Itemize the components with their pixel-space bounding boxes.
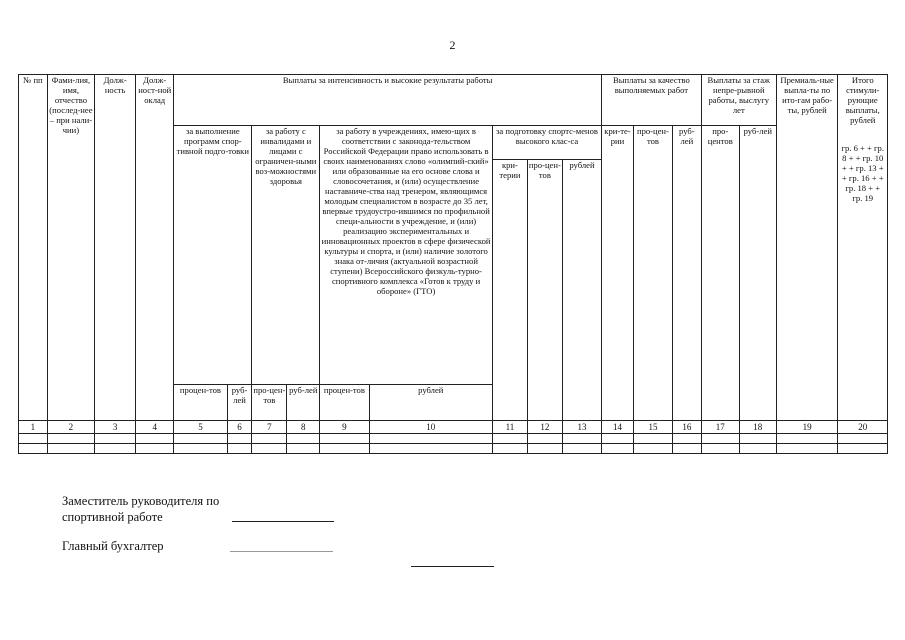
header-olympic-rubles: рублей xyxy=(369,385,492,421)
accountant-signature-line xyxy=(230,551,333,552)
header-total-label: Итого стимули-рующие выплаты, рублей xyxy=(845,75,880,125)
col-num: 18 xyxy=(739,421,776,434)
empty-cell xyxy=(739,444,776,454)
header-programs-rubles: руб-лей xyxy=(227,385,252,421)
col-num: 1 xyxy=(19,421,48,434)
header-position: Долж-ность xyxy=(95,75,136,421)
header-high-class: за подготовку спортс-менов высокого клас-са xyxy=(492,126,601,160)
col-num: 7 xyxy=(252,421,287,434)
empty-cell xyxy=(602,444,634,454)
empty-cell xyxy=(672,444,701,454)
empty-cell xyxy=(739,434,776,444)
empty-cell xyxy=(320,434,369,444)
header-seniority-rubles: руб-лей xyxy=(739,126,776,421)
header-seniority: Выплаты за стаж непре-рывной работы, выслугу лет xyxy=(701,75,776,126)
header-quality-rubles: руб-лей xyxy=(672,126,701,421)
empty-cell xyxy=(287,444,320,454)
empty-cell xyxy=(492,434,527,444)
column-number-row xyxy=(19,421,888,434)
col-num: 5 xyxy=(174,421,227,434)
empty-cell xyxy=(174,444,227,454)
empty-cell xyxy=(527,444,562,454)
header-high-class-criteria: кри-терии xyxy=(492,160,527,421)
empty-cell xyxy=(19,434,48,444)
col-num: 16 xyxy=(672,421,701,434)
col-num: 4 xyxy=(136,421,174,434)
header-salary: Долж-ност-ной оклад xyxy=(136,75,174,421)
page-number: 2 xyxy=(449,38,456,52)
col-num: 6 xyxy=(227,421,252,434)
col-num: 13 xyxy=(562,421,601,434)
empty-cell xyxy=(320,444,369,454)
empty-cell xyxy=(95,444,136,454)
empty-cell xyxy=(369,434,492,444)
empty-cell xyxy=(136,444,174,454)
header-seniority-percent: про-центов xyxy=(701,126,739,421)
col-num: 19 xyxy=(776,421,838,434)
empty-row xyxy=(19,444,888,454)
header-high-class-percent: про-цен-тов xyxy=(527,160,562,421)
header-total xyxy=(838,75,888,421)
empty-cell xyxy=(174,434,227,444)
empty-cell xyxy=(602,434,634,444)
empty-row xyxy=(19,434,888,444)
col-num: 3 xyxy=(95,421,136,434)
empty-cell xyxy=(136,434,174,444)
empty-cell xyxy=(838,434,888,444)
empty-cell xyxy=(562,444,601,454)
empty-cell xyxy=(19,444,48,454)
empty-cell xyxy=(287,434,320,444)
date-line xyxy=(411,566,494,567)
header-fio: Фами-лия, имя, отчество (послед-нее – при нали-чии) xyxy=(47,75,94,421)
header-high-class-rubles: рублей xyxy=(562,160,601,421)
header-olympic-percent: процен-тов xyxy=(320,385,369,421)
empty-cell xyxy=(838,444,888,454)
col-num: 9 xyxy=(320,421,369,434)
empty-cell xyxy=(562,434,601,444)
header-quality: Выплаты за качество выполняемых работ xyxy=(602,75,702,126)
payments-table xyxy=(18,74,888,454)
col-num: 17 xyxy=(701,421,739,434)
empty-cell xyxy=(47,444,94,454)
header-programs: за выполнение программ спор-тивной подго-товки xyxy=(174,126,252,385)
empty-cell xyxy=(527,434,562,444)
empty-cell xyxy=(776,434,838,444)
empty-cell xyxy=(701,444,739,454)
header-premium: Премиаль-ные выпла-ты по ито-гам рабо-ты, рублей xyxy=(776,75,838,421)
col-num: 10 xyxy=(369,421,492,434)
header-programs-percent: процен-тов xyxy=(174,385,227,421)
header-row-1 xyxy=(19,75,888,126)
deputy-signature-label: Заместитель руководителя по спортивной работе xyxy=(62,494,220,524)
col-num: 14 xyxy=(602,421,634,434)
deputy-signature-line xyxy=(232,521,334,522)
empty-cell xyxy=(252,434,287,444)
header-quality-percent: про-цен-тов xyxy=(633,126,672,421)
header-disabled: за работу с инвалидами и лицами с ограничен-ными воз-можностями здоровья xyxy=(252,126,320,385)
empty-cell xyxy=(492,444,527,454)
header-disabled-rubles: руб-лей xyxy=(287,385,320,421)
empty-cell xyxy=(633,434,672,444)
header-quality-criteria: кри-те-рии xyxy=(602,126,634,421)
col-num: 8 xyxy=(287,421,320,434)
col-num: 15 xyxy=(633,421,672,434)
header-num: № пп xyxy=(19,75,48,421)
empty-cell xyxy=(701,434,739,444)
empty-cell xyxy=(776,444,838,454)
empty-cell xyxy=(369,444,492,454)
empty-cell xyxy=(227,434,252,444)
empty-cell xyxy=(95,434,136,444)
empty-cell xyxy=(672,434,701,444)
col-num: 20 xyxy=(838,421,888,434)
header-disabled-percent: про-цен-тов xyxy=(252,385,287,421)
empty-cell xyxy=(252,444,287,454)
header-intensity: Выплаты за интенсивность и высокие результаты работы xyxy=(174,75,602,126)
col-num: 2 xyxy=(47,421,94,434)
header-total-formula: гр. 6 + + гр. 8 + + гр. 10 + + гр. 13 + + гр. 16 + + гр. 18 + + гр. 19 xyxy=(841,142,884,203)
accountant-signature-label: Главный бухгалтер xyxy=(62,539,164,553)
header-olympic: за работу в учреждениях, имею-щих в соответствии с законода-тельством Российской Федерации право использовать в своих наименованиях слово «олимпий-ский» или образованные на его основе слова и словосочетания, и (или) осуществление наставниче-ства над тренером, являющимся молодым специалистом в возрасте до 35 лет, впервые трудоустро-ившимся по профильной специ-альности в учреждение, и (или) реализацию экспериментальных и инновационных проектов в сфере физической культуры и спорта, и (или) наличие золотого знака от-личия (актуальной возрастной ступени) Всероссийского физкуль-турно-спортивного комплекса «Готов к труду и обороне» (ГТО) xyxy=(320,126,493,385)
col-num: 12 xyxy=(527,421,562,434)
col-num: 11 xyxy=(492,421,527,434)
empty-cell xyxy=(633,444,672,454)
empty-cell xyxy=(47,434,94,444)
empty-cell xyxy=(227,444,252,454)
